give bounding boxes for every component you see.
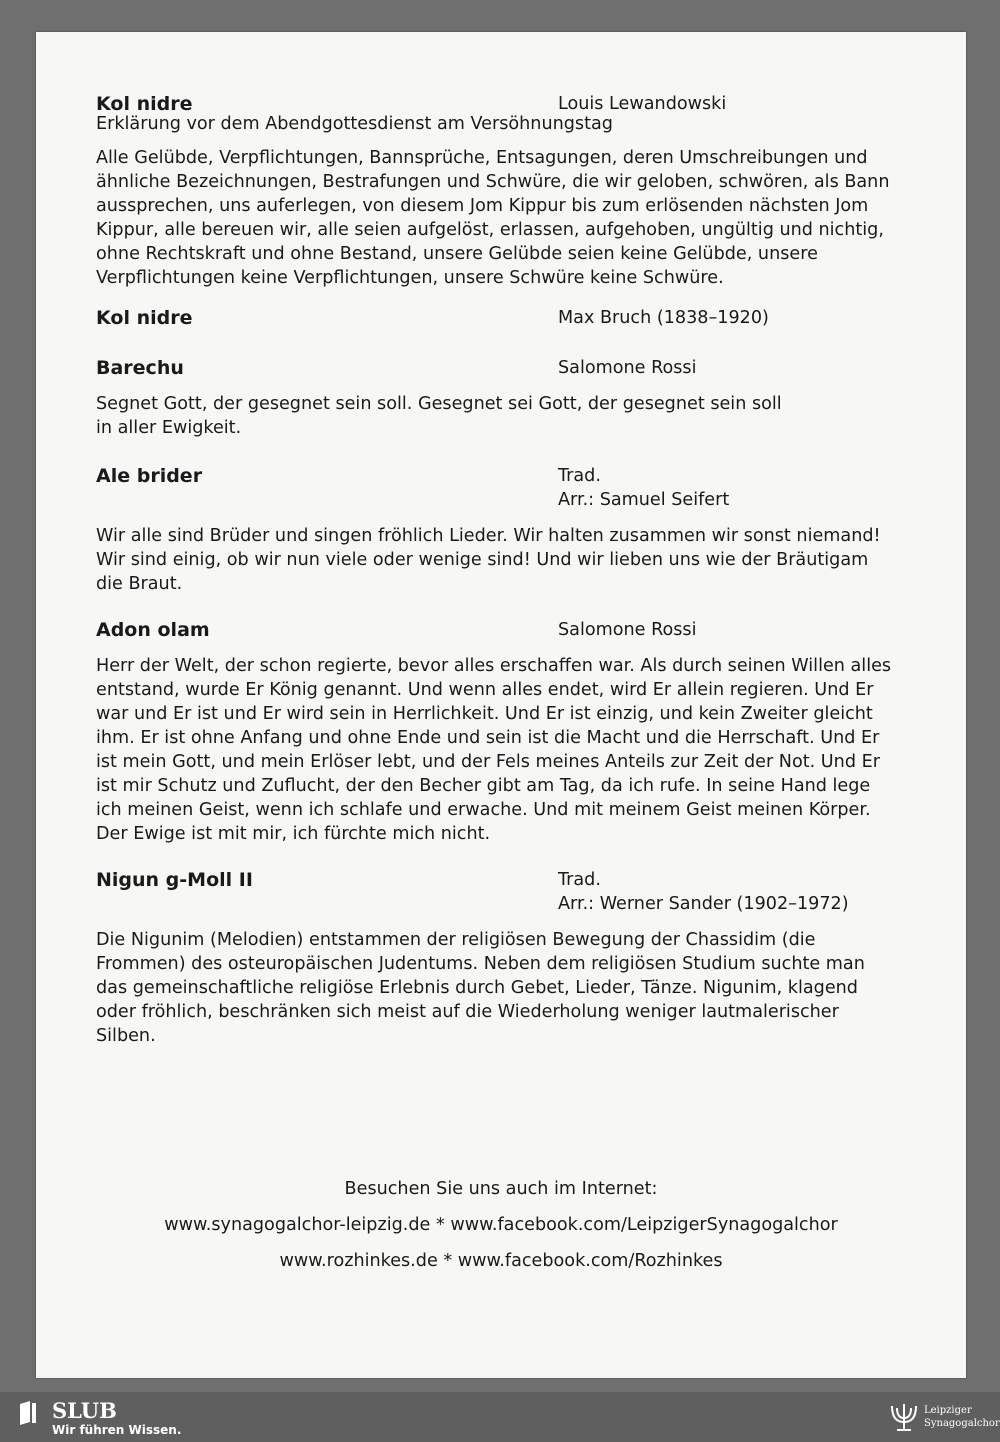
- choir-logo-text: [924, 1404, 1000, 1430]
- library-name[interactable]: SLUB: [52, 1398, 117, 1423]
- piece-title: Kol nidre: [96, 307, 193, 329]
- piece-text: Herr der Welt, der schon regierte, bevor alles erschaffen war. Als durch seinen Willen alles entstand, wurde Er König genannt. Und wenn alles endet, wird Er allein regieren. Und Er war und Er ist und Er wird sein in Herrlichkeit. Und Er ist einzig, und kein Zweiter gleicht ihm. Er ist ohne Anfang und ohne Ende und sein ist die Macht und die Herrschaft. Und Er ist mein Gott, und mein Erlöser lebt, und der Fels meines Anteils zur Zeit der Not. Und Er ist mir Schutz und Zuflucht, der den Becher gibt am Tag, da ich rufe. In seine Hand lege ich meinen Geist, wenn ich schlafe und erwache. Und mit meinem Geist meinen Körper. Der Ewige ist mit mir, ich fürchte mich nicht.: [96, 656, 892, 844]
- piece-arranger: Arr.: Samuel Seifert: [558, 490, 730, 510]
- piece-subtitle: Erklärung vor dem Abendgottesdienst am Versöhnungstag: [96, 114, 613, 134]
- slub-book-icon[interactable]: [18, 1400, 38, 1426]
- piece-text: Alle Gelübde, Verpflichtungen, Bannsprüche, Entsagungen, deren Umschreibungen und ähnliche Bezeichnungen, Bestrafungen und Schwüre, die wir geloben, schwören, als Bann aussprechen, uns auferlegen, von diesem Jom Kippur bis zum erlösenden nächsten Jom Kippur, alle bereuen wir, alle seien aufgelöst, erlassen, aufgehoben, ungültig und nichtig, ohne Rechtskraft und ohne Bestand, unsere Gelübde seien keine Gelübde, unsere Verpflichtungen keine Verpflichtungen, unsere Schwüre keine Schwüre.: [96, 148, 890, 288]
- piece-title: Adon olam: [96, 619, 210, 641]
- piece-composer: Trad.: [558, 466, 601, 486]
- piece-header: [96, 866, 896, 914]
- menorah-icon: [884, 1396, 924, 1436]
- piece-kol-nidre-bruch: [96, 304, 896, 332]
- piece-nigun-g-moll: [96, 866, 896, 1048]
- piece-title: Kol nidre: [96, 93, 193, 115]
- library-tagline: Wir führen Wissen.: [52, 1423, 182, 1437]
- piece-adon-olam: [96, 616, 896, 846]
- piece-composer: Max Bruch (1838–1920): [558, 308, 769, 328]
- piece-credits: [558, 464, 729, 512]
- footer-links-line2: www.rozhinkes.de * www.facebook.com/Rozhinkes: [279, 1251, 723, 1271]
- piece-composer: Salomone Rossi: [558, 620, 697, 640]
- piece-text: Wir alle sind Brüder und singen fröhlich Lieder. Wir halten zusammen wir sonst niemand! Wir sind einig, ob wir nun viele oder wenige sind! Und wir lieben uns wie der Bräutigam die Braut.: [96, 526, 881, 594]
- footer-intro: Besuchen Sie uns auch im Internet:: [344, 1179, 658, 1199]
- piece-header: [96, 90, 896, 118]
- piece-text: Die Nigunim (Melodien) entstammen der religiösen Bewegung der Chassidim (die Frommen) des osteuropäischen Judentums. Neben dem religiösen Studium suchte man das gemeinschaftliche religiöse Erlebnis durch Gebet, Lieder, Tänze. Nigunim, klagend oder fröhlich, beschränken sich meist auf die Wiederholung weniger lautmalerischer Silben.: [96, 930, 865, 1046]
- piece-header: [96, 304, 896, 332]
- piece-credits: [558, 868, 849, 916]
- piece-ale-brider: [96, 462, 896, 596]
- choir-logo-line1: Leipziger: [924, 1405, 972, 1416]
- piece-title: Barechu: [96, 357, 184, 379]
- piece-kol-nidre-lewandowski: [96, 90, 896, 290]
- piece-composer: Salomone Rossi: [558, 358, 697, 378]
- piece-barechu: [96, 354, 896, 440]
- piece-arranger: Arr.: Werner Sander (1902–1972): [558, 894, 849, 914]
- program-sheet: [36, 32, 966, 1378]
- piece-header: [96, 462, 896, 510]
- piece-composer: Trad.: [558, 870, 601, 890]
- piece-title: Ale brider: [96, 465, 203, 487]
- piece-title: Nigun g-Moll II: [96, 869, 253, 891]
- piece-composer: Louis Lewandowski: [558, 94, 727, 114]
- piece-header: [96, 616, 896, 644]
- program-content: [96, 90, 896, 1048]
- piece-text: Segnet Gott, der gesegnet sein soll. Gesegnet sei Gott, der gesegnet sein soll in aller Ewigkeit.: [96, 394, 782, 438]
- viewer-bottom-bar: [0, 1392, 1000, 1442]
- choir-logo-line2: Synagogalchor: [924, 1418, 1000, 1429]
- footer-links-line1: www.synagogalchor-leipzig.de * www.facebook.com/LeipzigerSynagogalchor: [164, 1215, 838, 1235]
- piece-header: [96, 354, 896, 382]
